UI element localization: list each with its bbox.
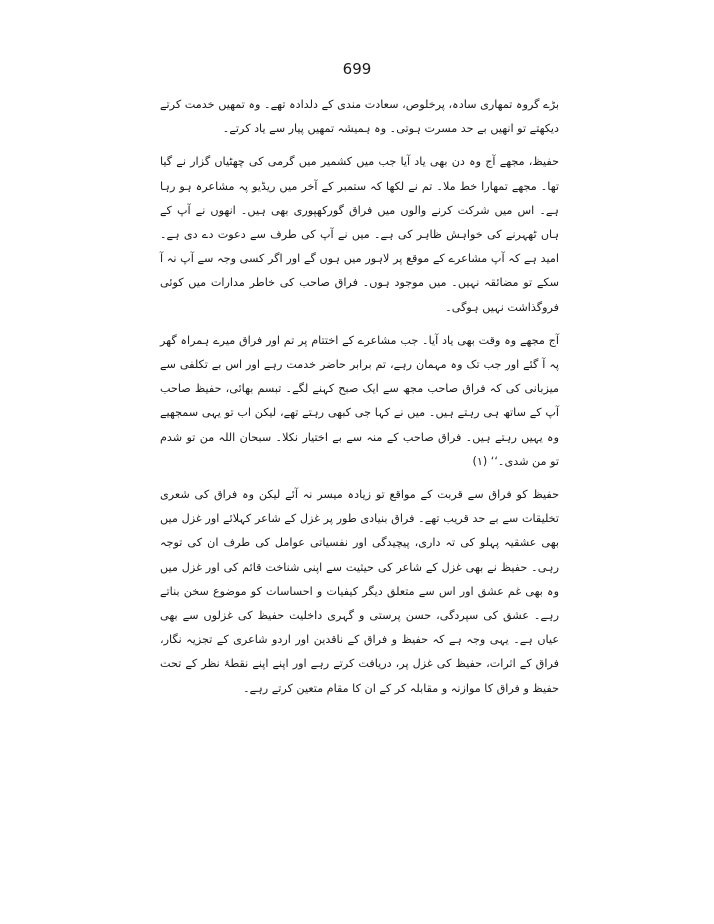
paragraph-3: آج مجھے وہ وقت بھی یاد آیا۔ جب مشاعرے کے اختتام پر تم اور فراق میرے ہمراہ گھر پہ آ گئے اور جب تک وہ مہمان رہے، تم برابر حاضر خدمت رہے اور اس بے تکلفی سے میزبانی کی کہ فراق صاحب مجھ سے ایک صبح کہنے لگے۔ تبسم بھائی، حفیظ صاحب آپ کے ساتھ ہی رہتے ہیں۔ میں نے کہا جی کبھی رہتے تھے، لیکن اب تو یہی سمجھیے وہ یہیں رہتے ہیں۔ فراق صاحب کے منہ سے بے اختیار نکلا۔ سبحان اللہ من تو شدم تو من شدی۔‘‘ (۱) bbox=[160, 333, 559, 468]
paragraph-2: حفیظ، مجھے آج وہ دن بھی یاد آیا جب میں کشمیر میں گرمی کی چھٹیاں گزار نے گیا تھا۔ مجھے تمھارا خط ملا۔ تم نے لکھا کہ ستمبر کے آخر میں ریڈیو پہ مشاعرہ ہو رہا ہے۔ اس میں شرکت کرنے والوں میں فراق گورکھپوری بھی ہیں۔ انھوں نے آپ کے ہاں ٹھہرنے کی خواہش ظاہر کی ہے۔ میں نے آپ کی طرف سے دعوت دے دی ہے۔ امید ہے کہ آپ مشاعرے کے موقع پر لاہور میں ہوں گے اور اگر کسی وجہ سے آپ نہ آ سکے تو مضائقہ نہیں۔ میں موجود ہوں۔ فراق صاحب کی خاطر مدارات میں کوئی فروگذاشت نہیں ہوگی۔ bbox=[160, 155, 559, 314]
body-text bbox=[160, 93, 559, 701]
paragraph-4: حفیظ کو فراق سے قربت کے مواقع تو زیادہ میسر نہ آئے لیکن وہ فراق کی شعری تخلیقات سے بے حد قریب تھے۔ فراق بنیادی طور پر غزل کے شاعر کہلائے اور غزل میں بھی عشقیہ پہلو کی تہ داری، پیچیدگی اور نفسیاتی عوامل کی طرف ان کی توجہ رہی۔ حفیظ نے بھی غزل کے شاعر کی حیثیت سے اپنی شناخت قائم کی اور غزل میں وہ بھی غم عشق اور اس سے متعلق دیگر کیفیات و احساسات کو موضوع سخن بناتے رہے۔ عشق کی سپردگی، حسن پرستی و گہری داخلیت حفیظ کی غزلوں سے بھی عیاں ہے۔ یہی وجہ ہے کہ حفیظ و فراق کے ناقدین اور اردو شاعری کے تجزیہ نگار، فراق کے اثرات، حفیظ کی غزل پر، دریافت کرتے رہے اور اپنے اپنے نقطۂ نظر کے تحت حفیظ و فراق کا موازنہ و مقابلہ کر کے ان کا مقام متعین کرتے رہے۔ bbox=[160, 488, 559, 695]
page-number: 699 bbox=[342, 60, 372, 78]
paragraph-1: بڑے گروہ تمھاری سادہ، پرخلوص، سعادت مندی کے دلدادہ تھے۔ وہ تمھیں خدمت کرتے دیکھتے تو انھیں بے حد مسرت ہوتی۔ وہ ہمیشہ تمھیں پیار سے یاد کرتے۔ bbox=[160, 98, 559, 136]
